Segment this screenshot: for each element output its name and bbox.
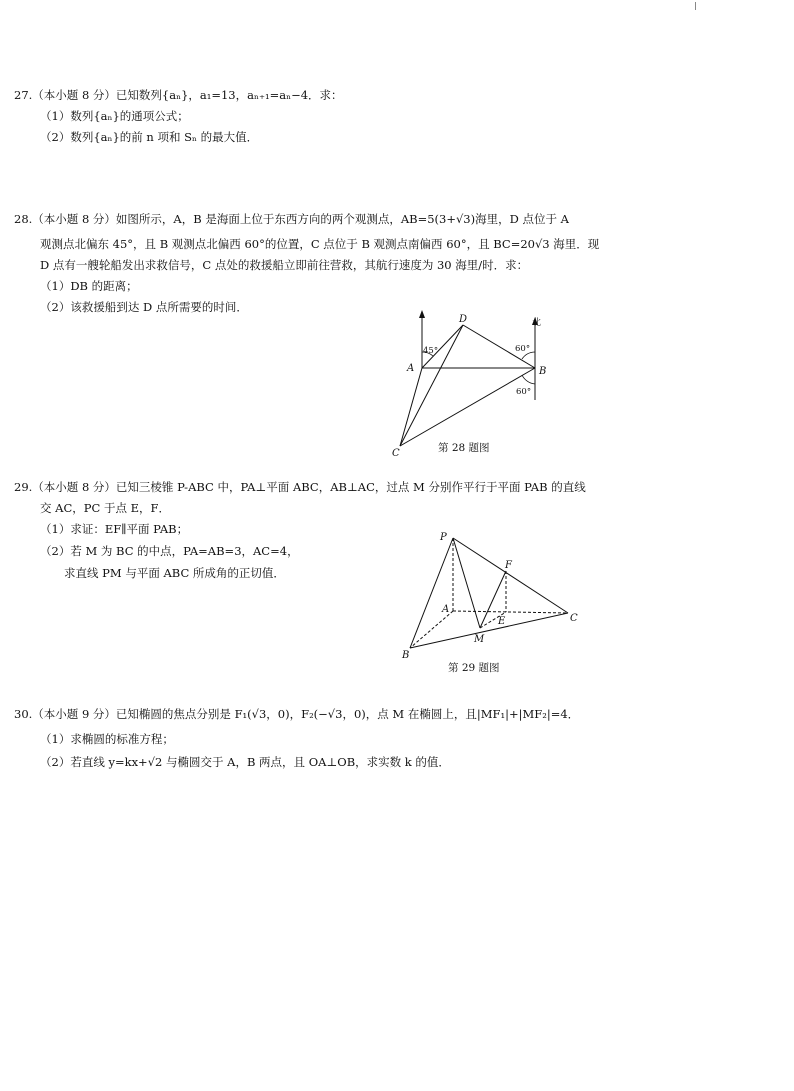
label-angle-45: 45° xyxy=(423,346,439,356)
q29-part2: （2）若 M 为 BC 的中点，PA=AB=3，AC=4， xyxy=(40,544,299,558)
q29-caption: 第 29 题图 xyxy=(448,662,500,674)
label-north: 北 xyxy=(532,318,542,328)
edge-pc xyxy=(453,538,568,613)
segment-ca xyxy=(400,368,422,446)
q28-stem-line3: D 点有一艘轮船发出求救信号，C 点处的救援船立即前往营救，其航行速度为 30 海里/时．求： xyxy=(40,258,529,272)
q30-part2: （2）若直线 y=kx+√2 与椭圆交于 A，B 两点，且 OA⊥OB，求实数 k 的值． xyxy=(40,755,450,769)
label-angle-60-top: 60° xyxy=(515,344,531,354)
q29-part2b: 求直线 PM 与平面 ABC 所成角的正切值． xyxy=(64,566,285,580)
edge-pm xyxy=(453,538,480,628)
scan-mark xyxy=(695,2,696,10)
q30-part1: （1）求椭圆的标准方程； xyxy=(40,732,174,746)
q29-stem-line2: 交 AC，PC 于点 E，F． xyxy=(40,501,170,515)
edge-ac xyxy=(453,611,568,613)
label-f: F xyxy=(505,560,512,571)
label-b: B xyxy=(539,366,547,377)
edge-pb xyxy=(410,538,453,648)
q29-diagram xyxy=(398,528,583,663)
q30-stem: 30.（本小题 9 分）已知椭圆的焦点分别是 F₁(√3，0)，F₂(−√3，0)，点 M 在椭圆上，且|MF₁|+|MF₂|=4． xyxy=(14,707,580,721)
q28-caption: 第 28 题图 xyxy=(438,442,490,454)
q28-stem-line1: 28.（本小题 8 分）如图所示，A，B 是海面上位于东西方向的两个观测点，AB=5(3+√3)海里，D 点位于 A xyxy=(14,212,569,226)
q29-part1: （1）求证：EF∥平面 PAB； xyxy=(40,522,189,536)
label-b: B xyxy=(402,650,410,661)
q28-part2: （2）该救援船到达 D 点所需要的时间． xyxy=(40,300,248,314)
q28-part1: （1）DB 的距离； xyxy=(40,279,138,293)
label-angle-60-bottom: 60° xyxy=(516,387,532,397)
label-c: C xyxy=(570,613,578,624)
label-c: C xyxy=(392,448,400,458)
q28-diagram xyxy=(385,308,560,458)
q29-stem-line1: 29.（本小题 8 分）已知三棱锥 P-ABC 中，PA⊥平面 ABC，AB⊥AC，过点 M 分别作平行于平面 PAB 的直线 xyxy=(14,480,586,494)
q29-figure xyxy=(398,528,583,663)
label-a: A xyxy=(407,363,415,374)
q27-part1: （1）数列{aₙ}的通项公式； xyxy=(40,109,189,123)
edge-bc xyxy=(410,613,568,648)
q27-part2: （2）数列{aₙ}的前 n 项和 Sₙ 的最大值． xyxy=(40,130,259,144)
label-e: E xyxy=(498,616,506,627)
q27-stem: 27.（本小题 8 分）已知数列{aₙ}，a₁=13，aₙ₊₁=aₙ−4．求： xyxy=(14,88,343,102)
q28-figure xyxy=(385,308,560,458)
q28-stem-line2: 观测点北偏东 45°，且 B 观测点北偏西 60°的位置，C 点位于 B 观测点南偏西 60°，且 BC=20√3 海里．现 xyxy=(40,237,600,251)
arc-60-bottom xyxy=(522,375,535,384)
label-m: M xyxy=(474,634,485,645)
label-a: A xyxy=(442,604,450,615)
label-p: P xyxy=(440,532,447,543)
edge-ab xyxy=(410,611,453,648)
label-d: D xyxy=(459,314,468,325)
arrow-head-a-icon xyxy=(419,310,425,318)
